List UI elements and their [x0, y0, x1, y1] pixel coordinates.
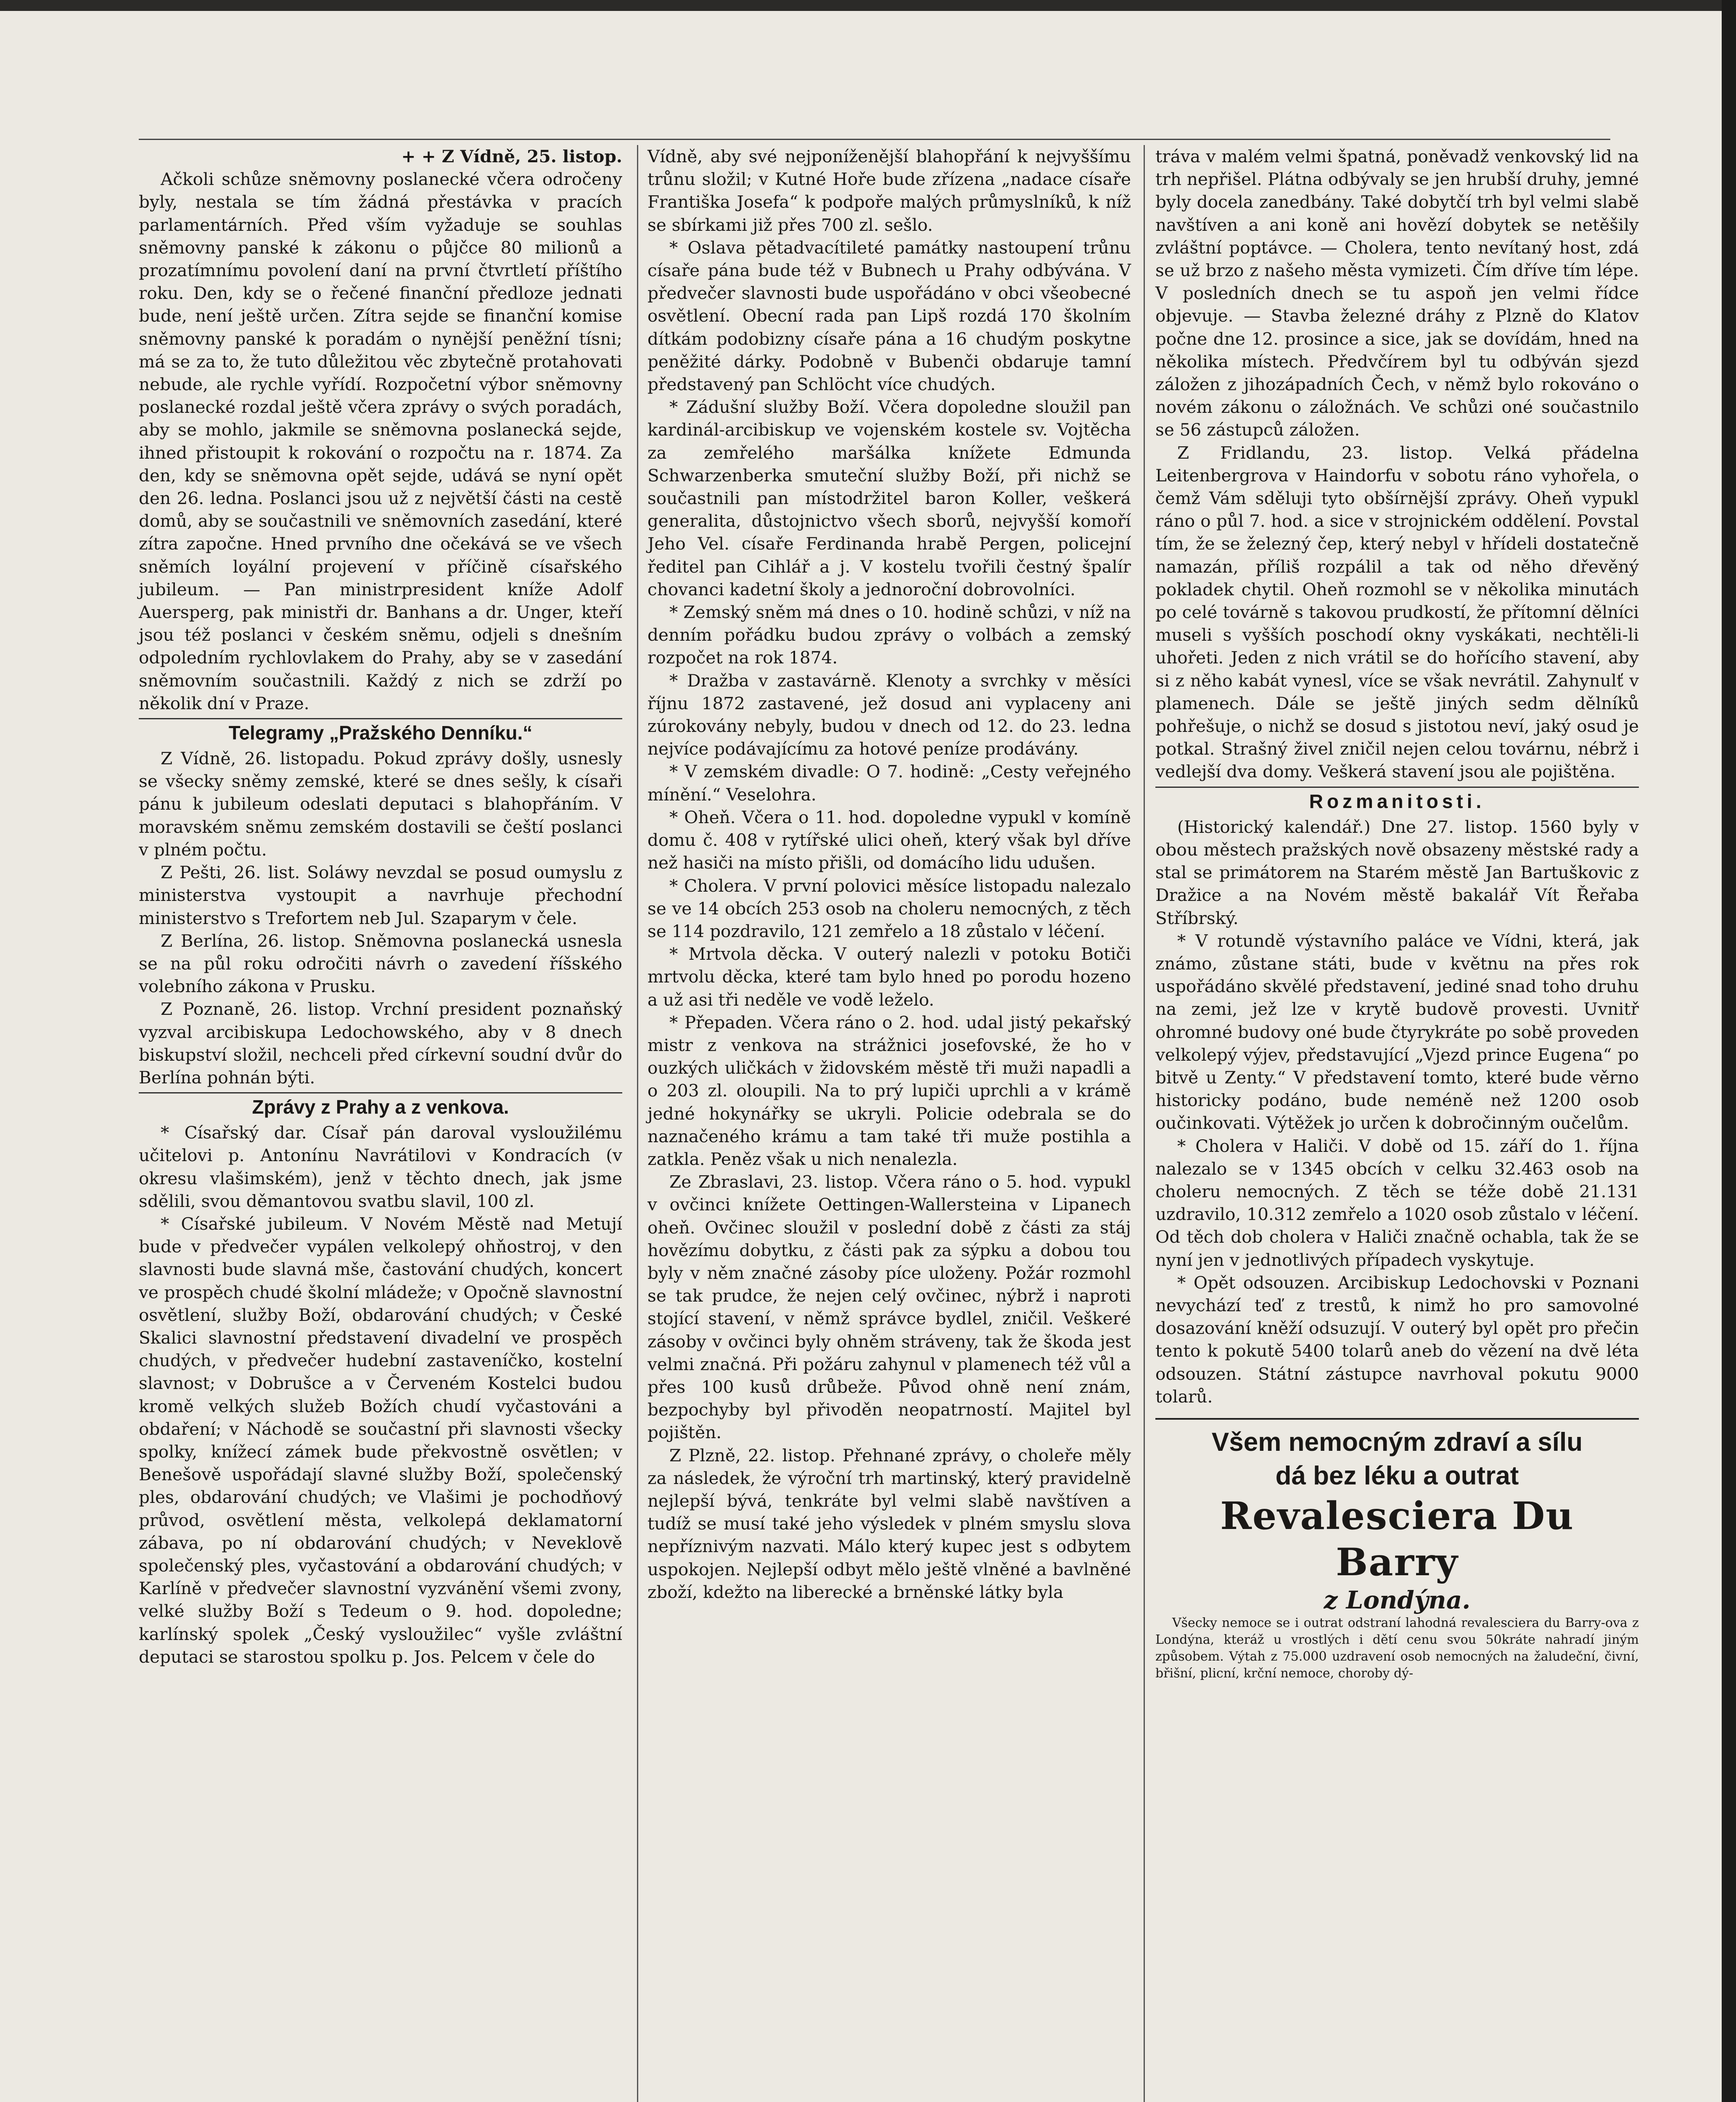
news-imperial-jubilee: * Císařské jubileum. V Novém Městě nad Metují bude v předvečer vypálen velkolepý ohňostroj, v den slavnosti bude slavná mše, častování chudých, koncert ve prospěch chudé školní mládeže; v Opočně slavnostní osvětlení, služby Boží, obdarování chudých; v České Skalici slavnostní představení divadelní ve prospěch chudých, v předvečer hudební zastaveníčko, kostelní slavnost; v Dobrušce a v Červeném Kostelci budou kromě velkých služeb Božích chudí vyčastováni a obdaření; v Náchodě se součastní při slavnosti všecky spolky, knížecí zámek bude překvostně osvětlen; v Benešově uspořádají slavné služby Boží, společenský ples, obdarování chudých; ve Vlašimi je pochodňový průvod, osvětlení města, velkolepá deklamatorní zábava, po ní obdarování chudých; v Neveklově společenský ples, vyčastování a obdarování chudých; v Karlíně v předvečer slavnostní vyzvánění všemi zvony, velké služby Boží s Tedeum o 9. hod. dopoledne; karlínský spolek „Český vysloužilec“ vyšle zvláštní deputaci se starostou spolku p. Jos. Pelcem v čele do: [139, 1213, 622, 1667]
news-celebration-bubny: * Oslava pětadvacítileté památky nastoupení trůnu císaře pána bude též v Bubnech u Prahy odbývána. V předvečer slavnosti bude uspořádáno v obci všeobecné osvětlení. Obecní rada pan Lipš rozdá 170 školním dítkám podobizny císaře pána a 16 chudým poskytne peněžité dárky. Podobně v Bubenči obdaruje tamní představený pan Schlöcht více chudých.: [647, 237, 1131, 395]
news-robbery: * Přepaden. Včera ráno o 2. hod. udal jistý pekařský mistr z venkova na strážnici josefovské, že ho v ouzkých uličkách v židovském městě tři muži napadli a o 203 zl. oloupili. Na to prý lupiči uprchli a v krámě jedné hokynářky se ukryli. Policie odebrala se do naznačeného krámu a tam také tři muže postihla a zatkla. Peněz však u nich nenalezla.: [647, 1012, 1131, 1169]
news-plzen-continued: tráva v malém velmi špatná, poněvadž venkovský lid na trh nepřišel. Plátna odbývaly se jen hrubší druhy, jemné byly docela zanedbány. Také dobytčí trh byl velmi slabě navštíven a ani koně ani hovězí dobytek se netěšily zvláštní poptávce. — Cholera, tento nevítaný host, zdá se už brzo z našeho města vymizeti. Čím dříve tím lépe. V posledních dnech se tu aspoň jen velmi řídce objevuje. — Stavba železné dráhy z Plzně do Klatov počne dne 12. prosince a sice, jak se dovídám, hned na několika místech. Předvčírem byl tu odbýván sjezd záložen z jihozápadních Čech, v němž bylo rokováno o novém zákonu o záložnách. Ve schůzi oné součastnilo se 56 zástupců záložen.: [1155, 146, 1639, 440]
news-fridland: Z Fridlandu, 23. listop. Velká přádelna Leitenbergrova v Haindorfu v sobotu ráno vyhořela, o čemž Vám sděluji tyto obšírnější zprávy. Oheň vypukl ráno o půl 7. hod. a sice v strojnickém oddělení. Povstal tím, že se železný čep, který nebyl v hřídeli dostatečně namazán, příliš rozpálil a tak od něho dřevěný pokladek chytil. Oheň rozmohl se v několika minutách po celé továrně s takovou prudkostí, že přítomní dělníci museli s vyšších poschodí okny vyskákati, nechtěli-li uhořeti. Jeden z nich vrátil se do hořícího stavení, aby si z něho kabát vynesl, více se však nevrátil. Zahynulť v plamenech. Dále se ještě jiných sedm dělníků pohřešuje, o nichž se dosud s jistotou neví, jaký osud je potkal. Strašný živel zničil nejen celou továrnu, nébrž i vedlejší dva domy. Veškerá stavení jsou ale pojištěna.: [1155, 442, 1639, 782]
misc-cholera-galicia: * Cholera v Haliči. V době od 15. září do 1. října nalezalo se v 1345 obcích v celku 32.463 osob na choleru nemocných. Z těch se téže době 21.131 uzdravilo, 10.312 zemřelo a 1020 osob zůstalo v léčení. Od těch dob cholera v Haliči značně ochabla, tak že se nyní jen v jednotlivých případech vyskytuje.: [1155, 1136, 1639, 1270]
advertisement-revalesciere: [1155, 1418, 1639, 1682]
section-head-telegrams: Telegramy „Pražského Denníku.“: [139, 718, 622, 745]
news-theatre: * V zemském divadle: O 7. hodině: „Cesty veřejného mínění.“ Veselohra.: [647, 761, 1131, 805]
ad-brand-name: Revalesciera Du Barry: [1220, 1493, 1574, 1584]
news-imperial-gift: * Císařský dar. Císař pán daroval vysloužilému učitelovi p. Antonínu Navrátilovi v Kondracích (v okresu vlašimském), jenž v těchto dnech, jak jsme sdělili, svou děmantovou svatbu slavil, 100 zl.: [139, 1122, 622, 1211]
ad-subheadline: dá bez léku a outrat: [1275, 1461, 1519, 1490]
ad-headline: Všem nemocným zdraví a sílu: [1211, 1427, 1583, 1457]
news-zbraslav: Ze Zbraslavi, 23. listop. Včera ráno o 5. hod. vypukl v ovčinci knížete Oettingen-Wallersteina v Lipanech oheň. Ovčinec sloužil v poslední době z části za stáj hovězímu dobytku, z části pak za sýpku a dobou tou byly v něm značné zásoby píce uloženy. Požár rozmohl se tak prudce, že nejen celý ovčinec, nýbrž i naproti stojící stavení, v němž správce bydlel, zničil. Veškeré zásoby v ovčinci byly ohněm stráveny, tak že škoda jest velmi značná. Při požáru zahynul v plamenech též vůl a přes 100 kusů drůbeže. Původ ohně není znám, bezpochyby byl přivoděn neopatrností. Majitel byl pojištěn.: [647, 1172, 1131, 1443]
telegram-vienna: Z Vídně, 26. listopadu. Pokud zprávy došly, usnesly se všecky sněmy zemské, které se dnes sešly, k císaři pánu k jubileum odeslati deputaci s blahopřáním. V moravském sněmu zemském dostavili se čeští poslanci v plném počtu.: [139, 748, 622, 860]
news-plzen: Z Plzně, 22. listop. Přehnané zprávy, o choleře měly za následek, že výroční trh martinský, který pravidelně nejlepší bývá, tenkráte byl velmi slabě navštíven a tudíž se musí také jeho výsledek v plném smyslu slova nepříznivým nazvati. Málo který kupec jest s odbytem uspokojen. Nejlepší odbyt mělo ještě vlněné a bavlněné zboží, kdežto na liberecké a brněnské látky byla: [647, 1445, 1131, 1602]
news-pawnshop-auction: * Dražba v zastavárně. Klenoty a svrchky v měsíci říjnu 1872 zastavené, jež dosud ani vyplaceny ani zúrokovány nebyly, budou v dnech od 12. do 23. ledna nejvíce podávajícímu za hotové peníze prodávány.: [647, 670, 1131, 759]
news-memorial-service: * Zádušní služby Boží. Včera dopoledne sloužil pan kardinál-arcibiskup ve vojenském kostele sv. Vojtěcha za zemřelého maršálka knížete Edmunda Schwarzenberka smuteční služby Boží, při nichž se součastnili pan místodržitel baron Koller, veškerá generalita, důstojnictvo všech sborů, nejvyšší komoří Jeho Vel. císaře Ferdinanda hrabě Pergen, policejní ředitel pan Cihlář a j. V kostelu tvořili čestný špalír chovanci kadetní školy a jednoroční dobrovolníci.: [647, 397, 1131, 599]
telegram-poznan: Z Poznaně, 26. listop. Vrchní president poznaňský vyzval arcibiskupa Ledochowského, aby v 8 dnech biskupství složil, nechceli před církevní soudní dvůr do Berlína pohnán býti.: [139, 999, 622, 1088]
news-jubilee-continued: Vídně, aby své nejponíženější blahopřání k nejvyššímu trůnu složil; v Kutné Hoře bude zřízena „nadace císaře Františka Josefa“ k podpoře malých průmyslníků, k níž se sbírkami již přes 700 zl. sešlo.: [647, 146, 1131, 235]
ad-origin: z Londýna.: [1324, 1585, 1471, 1614]
header-rule: [139, 139, 1610, 140]
telegram-pest: Z Pešti, 26. list. Soláwy nevzdal se posud oumyslu z ministerstva vystoupit a navrhuje přechodní ministerstvo s Trefortem neb Jul. Szaparym v čele.: [139, 862, 622, 928]
telegram-berlin: Z Berlína, 26. listop. Sněmovna poslanecká usnesla se na půl roku odročiti návrh o zavedení říšského volebního zákona v Prusku.: [139, 930, 622, 997]
misc-sentenced: * Opět odsouzen. Arcibiskup Ledochovski v Poznani nevychází teď z trestů, k nimž ho pro samovolné dosazování kněží odsuzují. V outerý byl opět pro přečin tento k pokutě 5400 tolarů aneb do vězení na dvě léta odsouzen. Státní zástupce navrhoval pokutu 9000 tolarů.: [1155, 1272, 1639, 1407]
dateline-vienna: + + Z Vídně, 25. listop.: [401, 146, 622, 166]
scan-border-top: [0, 0, 1736, 11]
column-rule-1: [637, 145, 638, 2102]
column-3: [1155, 145, 1639, 1682]
news-diet-session: * Zemský sněm má dnes o 10. hodině schůzi, v níž na denním pořádku budou zprávy o volbách a zemský rozpočet na rok 1874.: [647, 602, 1131, 668]
column-rule-2: [1144, 145, 1145, 2102]
article-parliament: Ačkoli schůze sněmovny poslanecké včera odročeny byly, nestala se tím žádná přestávka v pracích parlamentárních. Před vším vyžaduje se souhlas sněmovny panské k zákonu o půjčce 80 milionů a prozatímnímu povolení daní na první čtvrtletí příštího roku. Den, kdy se o řečené finanční předloze jednati bude, není ještě určen. Zítra sejde se finanční komise sněmovny panské k poradám o nynější peněžní tísni; má se za to, že tuto důležitou věc zbytečně protahovati nebude, ale rychle vyřídí. Rozpočetní výbor sněmovny poslanecké rozdal ještě včera zprávy o svých poradách, aby se mohlo, jakmile se sněmovna poslanecká sejde, ihned přistoupit k rokování o rozpočtu na r. 1874. Za den, kdy se sněmovna opět sejde, udává se nyní opět den 26. ledna. Poslanci jsou už z největší části na cestě domů, aby se součastnili ve sněmovních zasedání, které zítra započne. Hned prvního dne očekává se ve všech sněmích loyální projevení v příčině císařského jubileum. — Pan ministrpresident kníže Adolf Auersperg, pak ministři dr. Banhans a dr. Unger, kteří jsou též poslanci v českém sněmu, odjeli s dnešním odpoledním rychlovlakem do Prahy, aby se v zasedání sněmovním součastnili. Každý z nich se zdrží po několik dní v Praze.: [139, 169, 622, 713]
section-head-miscellany: Rozmanitosti.: [1155, 787, 1639, 813]
ad-body-text: Všecky nemoce se i outrat odstraní lahodná revalesciera du Barry-ova z Londýna, kteráž u vrostlých i dětí cenu svou 50kráte nahradí jiným způsobem. Výtah z 75.000 uzdravení osob nemocných na žaludeční, čivní, břišní, plicní, krční nemoce, choroby dý-: [1155, 1615, 1639, 1681]
news-cholera: * Cholera. V první polovici měsíce listopadu nalezalo se ve 14 obcích 253 osob na choleru nemocných, z těch se 114 pozdravilo, 121 zemřelo a 18 zůstalo v léčení.: [647, 875, 1131, 941]
column-1: [139, 145, 622, 1668]
column-2: [647, 145, 1131, 1603]
misc-rotunda: * V rotundě výstavního paláce ve Vídni, která, jak známo, zůstane státi, bude v květnu na přes rok uspořádáno skvělé představení, jediné snad toho druhu na zemi, jež lze v krytě budově provesti. Uvnitř ohromné budovy oné bude čtyrykráte po sobě proveden velkolepý výjev, představující „Vjezd prince Eugena“ po bitvě u Zenty.“ V představení tomto, které bude věrno historicky podáno, bude neméně než 1200 osob oučinkovati. Výtěžek jo určen k dobročinným oučelům.: [1155, 930, 1639, 1133]
scan-border-right: [1722, 0, 1736, 2102]
section-head-news: Zprávy z Prahy a z venkova.: [139, 1092, 622, 1119]
news-infant-corpse: * Mrtvola děcka. V outerý nalezli v potoku Botiči mrtvolu děcka, které tam bylo hned po porodu hozeno a už asi tři neděle ve vodě leželo.: [647, 944, 1131, 1010]
misc-historical-calendar: (Historický kalendář.) Dne 27. listop. 1560 byly v obou městech pražských nově obsazeny městské rady a stal se primátorem na Starém městě Jan Bartuškovic z Dražice a na Novém městě bakalář Vít Řeřaba Stříbrský.: [1155, 816, 1639, 928]
news-fire: * Oheň. Včera o 11. hod. dopoledne vypukl v komíně domu č. 408 v rytířské ulici oheň, který však byl dříve než hasiči na místo přišli, od domácího lidu udušen.: [647, 807, 1131, 873]
